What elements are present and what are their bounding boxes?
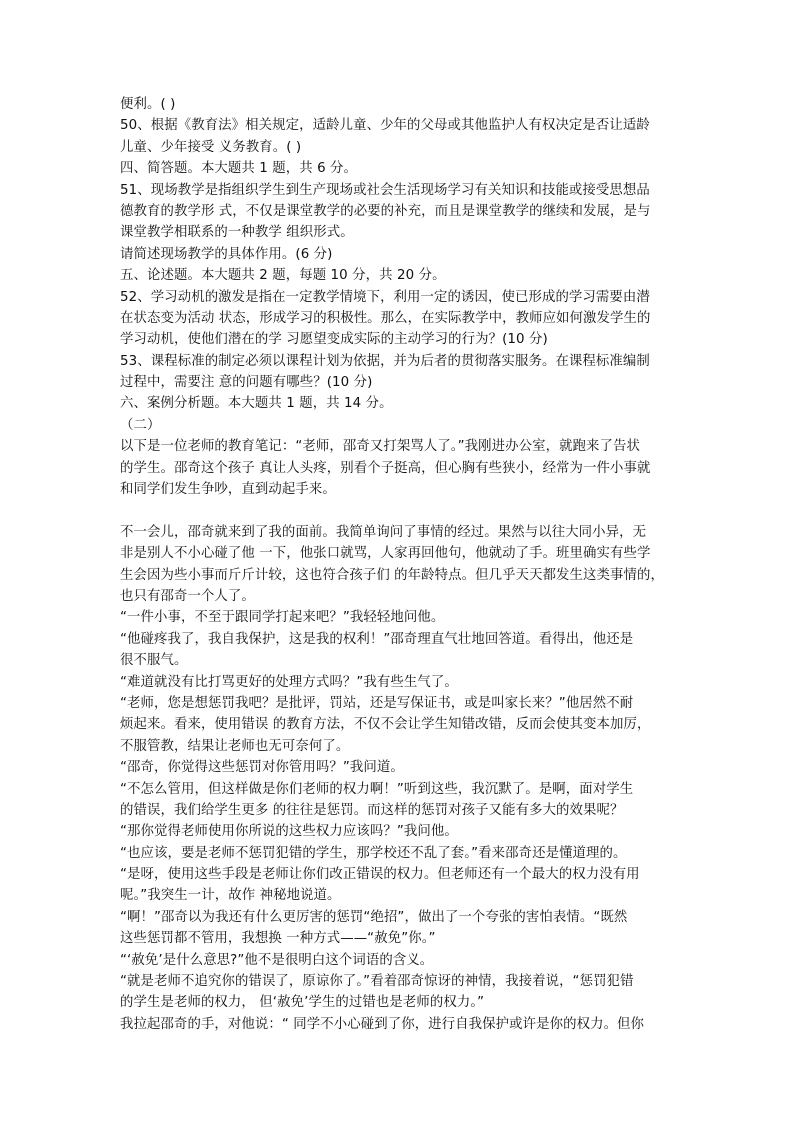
- section-heading: 六、案例分析题。本大题共 1 题，共 14 分。: [120, 396, 393, 412]
- text-line: 呢。”我突生一计，故作 神秘地说道。: [120, 888, 341, 904]
- text-line: 在状态变为活动 状态，形成学习的积极性。那么，在实际教学中，教师应如何激发学生的: [120, 310, 651, 326]
- text-line: 烦起来。看来，使用错误 的教育方法，不仅不会让学生知错改错，反而会使其变本加厉，: [120, 717, 651, 733]
- text-line: 以下是一位老师的教育笔记：“老师，邵奇又打架骂人了。”我刚进办公室，就跑来了告状: [120, 439, 641, 455]
- text-line: “一件小事，不至于跟同学打起来吧？”我轻轻地问他。: [120, 610, 445, 626]
- text-line: 53、课程标准的制定必须以课程计划为依据，并为后者的贯彻落实服务。在课程标准编制: [120, 353, 650, 369]
- text-line: 51、现场教学是指组织学生到生产现场或社会生活现场学习有关知识和技能或接受思想品: [120, 182, 650, 198]
- text-line: 的学生。邵奇这个孩子 真让人头疼，别看个子挺高，但心胸有些狭小，经常为一件小事就: [120, 460, 651, 476]
- text-line: 学习动机，使他们潜在的学 习愿望变成实际的主动学习的行为？(10 分): [120, 332, 548, 348]
- text-line: 也只有邵奇一个人了。: [120, 588, 255, 604]
- text-line: “就是老师不追究你的错误了，原谅你了。”看着邵奇惊讶的神情，我接着说，“惩罚犯错: [120, 974, 634, 990]
- text-line: 非是别人不小心碰了他 一下，他张口就骂，人家再回他句，他就动了手。班里确实有些学: [120, 546, 651, 562]
- text-line: 便利。( ): [120, 97, 176, 112]
- text-line: “啊！”邵奇以为我还有什么更厉害的惩罚“绝招”，做出了一个夸张的害怕表情。“既然: [120, 909, 628, 925]
- text-line: 过程中，需要注 意的问题有哪些？(10 分): [120, 375, 373, 391]
- section-heading: 四、简答题。本大题共 1 题，共 6 分。: [120, 161, 358, 177]
- text-line: 的错误，我们给学生更多 的往往是惩罚。而这样的惩罚对孩子又能有多大的效果呢？: [120, 802, 624, 818]
- text-line: 的学生是老师的权力， 但‘赦免’学生的过错也是老师的权力。”: [120, 995, 485, 1011]
- text-line: “他碰疼我了，我自我保护，这是我的权利！”邵奇理直气壮地回答道。看得出，他还是: [120, 631, 634, 647]
- text-line: 和同学们发生争吵，直到动起手来。: [120, 482, 336, 498]
- text-line: “不怎么管用，但这样做是你们老师的权力啊！”听到这些，我沉默了。是啊，面对学生: [120, 781, 634, 797]
- subsection-label: （二）: [120, 417, 161, 433]
- text-line: 德教育的教学形 式，不仅是课堂教学的必要的补充，而且是课堂教学的继续和发展，是与: [120, 203, 651, 219]
- text-line: 我拉起邵奇的手，对他说：“ 同学不小心碰到了你，进行自我保护或许是你的权力。但你: [120, 1016, 645, 1032]
- text-line: “也应该，要是老师不惩罚犯错的学生，那学校还不乱了套。”看来邵奇还是懂道理的。: [120, 845, 627, 861]
- text-line: “‘赦免’是什么意思?”他不是很明白这个词语的含义。: [120, 952, 434, 968]
- text-line: “那你觉得老师使用你所说的这些权力应该吗？”我问他。: [120, 824, 458, 840]
- text-line: “难道就没有比打骂更好的处理方式吗？”我有些生气了。: [120, 674, 458, 690]
- text-line: 儿童、少年接受 义务教育。( ): [120, 139, 302, 155]
- text-line: 请简述现场教学的具体作用。(6 分): [120, 246, 333, 262]
- text-line: 很不服气。: [120, 653, 188, 669]
- text-line: 生会因为些小事而斤斤计较，这也符合孩子们 的年龄特点。但几乎天天都发生这类事情的，: [120, 567, 664, 583]
- section-heading: 五、论述题。本大题共 2 题，每题 10 分，共 20 分。: [120, 268, 446, 284]
- text-line: 不一会儿，邵奇就来到了我的面前。我简单询问了事情的经过。果然与以往大同小异，无: [120, 524, 647, 540]
- blank-line: [120, 500, 680, 521]
- text-line: 课堂教学相联系的一种教学 组织形式。: [120, 225, 354, 241]
- text-line: 52、学习动机的激发是指在一定教学情境下，利用一定的诱因，使已形成的学习需要由潜: [120, 289, 650, 305]
- text-line: “老师，您是想惩罚我吧？是批评，罚站，还是写保证书，或是叫家长来？”他居然不耐: [120, 695, 634, 711]
- text-line: “邵奇，你觉得这些惩罚对你管用吗？”我问道。: [120, 760, 404, 776]
- text-line: “是呀，使用这些手段是老师让你们改正错误的权力。但老师还有一个最大的权力没有用: [120, 867, 640, 883]
- text-line: 不服管教，结果让老师也无可奈何了。: [120, 738, 350, 754]
- text-line: 这些惩罚都不管用，我想换 一种方式——“赦免”你。”: [120, 931, 436, 947]
- text-line: 50、根据《教育法》相关规定，适龄儿童、少年的父母或其他监护人有权决定是否让适龄: [120, 118, 650, 134]
- document-page: [120, 94, 680, 1035]
